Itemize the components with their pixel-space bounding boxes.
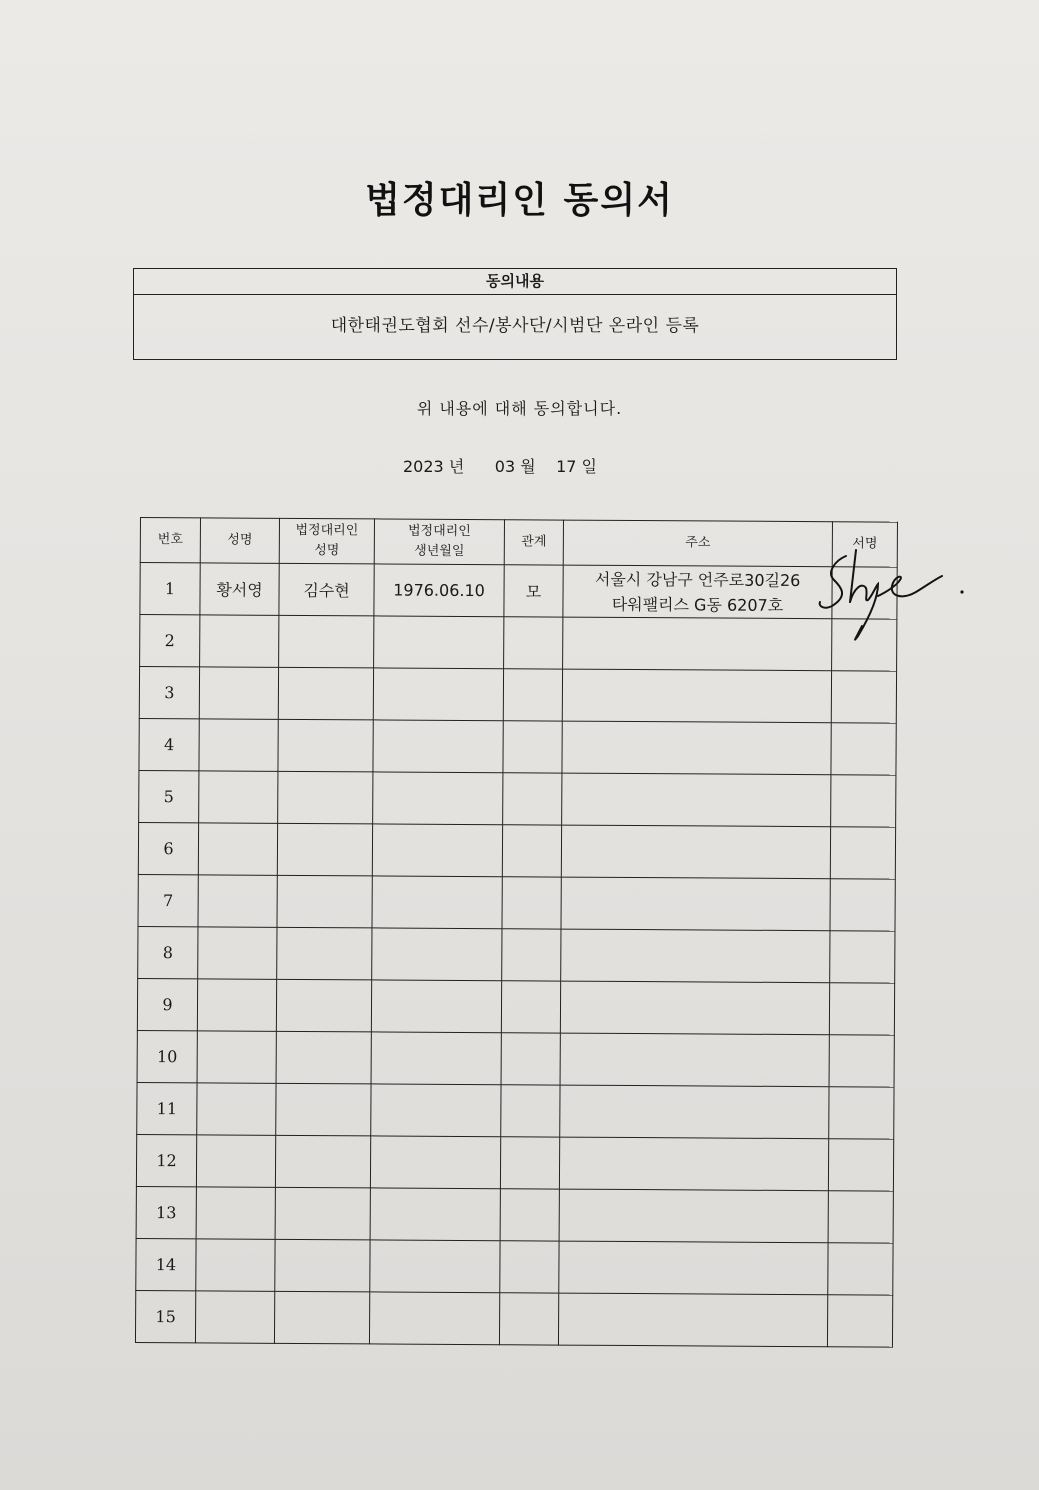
- cell-name: [199, 667, 278, 719]
- date-day: 17: [556, 457, 577, 476]
- cell-name: [199, 719, 278, 771]
- table-row: [137, 1030, 894, 1087]
- cell-guardian-birth: [371, 1084, 501, 1137]
- consent-header: 동의내용: [134, 269, 896, 295]
- cell-name: [198, 875, 277, 927]
- cell-signature: [830, 879, 895, 931]
- cell-relation: 모: [504, 565, 563, 617]
- header-guardian-name: [279, 518, 374, 564]
- table-row: [136, 1238, 893, 1295]
- table-row: [135, 1290, 892, 1347]
- cell-address: [562, 669, 831, 723]
- cell-address: [559, 1189, 828, 1243]
- cell-signature: [829, 1087, 894, 1139]
- cell-signature: [828, 1139, 893, 1191]
- cell-signature: [830, 931, 895, 983]
- cell-guardian-name: [275, 1135, 370, 1188]
- header-signature: 서명: [832, 522, 897, 567]
- cell-no: 10: [137, 1030, 197, 1082]
- cell-guardian-birth: [372, 824, 502, 877]
- table-row: [138, 822, 895, 879]
- cell-relation: [501, 1085, 560, 1137]
- cell-no: 12: [136, 1134, 196, 1186]
- date-month: 03: [494, 457, 516, 476]
- header-no: 번호: [140, 518, 200, 563]
- cell-guardian-name: [279, 615, 374, 668]
- header-guardian-name-line2: 성명: [314, 543, 340, 559]
- cell-guardian-birth: [374, 616, 504, 669]
- cell-name: [197, 1031, 276, 1083]
- cell-no: 3: [139, 667, 199, 719]
- cell-guardian-birth: [373, 720, 503, 773]
- cell-guardian-birth: [370, 1136, 500, 1189]
- cell-address: [562, 721, 831, 775]
- cell-address: [559, 1241, 828, 1295]
- cell-guardian-name: [277, 927, 372, 980]
- cell-no: 14: [136, 1238, 196, 1290]
- consent-content: 대한태권도협회 선수/봉사단/시범단 온라인 등록: [330, 316, 700, 336]
- cell-no: 5: [139, 770, 199, 822]
- cell-no: 8: [138, 926, 198, 978]
- cell-relation: [503, 773, 562, 825]
- cell-name: [195, 1291, 274, 1343]
- cell-relation: [499, 1293, 558, 1345]
- cell-guardian-name: [277, 823, 372, 876]
- cell-guardian-birth: [372, 876, 502, 929]
- document-title: 법정대리인 동의서: [365, 180, 674, 221]
- cell-relation: [502, 877, 561, 929]
- cell-name: [200, 615, 279, 667]
- cell-address: [559, 1137, 828, 1191]
- cell-guardian-name: [275, 1187, 370, 1240]
- cell-guardian-name: [276, 1031, 371, 1084]
- cell-signature: [831, 775, 896, 827]
- cell-address: [558, 1293, 827, 1347]
- header-guardian-name-line1: 법정대리인: [295, 522, 359, 539]
- table-row: [138, 926, 895, 983]
- cell-no: 15: [135, 1290, 195, 1342]
- cell-no: 9: [137, 978, 197, 1030]
- header-guardian-birth-line1: 법정대리인: [407, 523, 471, 540]
- cell-guardian-birth: [372, 928, 502, 981]
- cell-relation: [504, 617, 563, 669]
- cell-relation: [501, 1033, 560, 1085]
- cell-name: [196, 1135, 275, 1187]
- cell-relation: [500, 1241, 559, 1293]
- cell-name: 황서영: [200, 563, 279, 615]
- cell-address: [563, 617, 832, 671]
- cell-name: [197, 1083, 276, 1135]
- cell-address: [560, 1033, 829, 1087]
- cell-name: [199, 771, 278, 823]
- cell-no: 7: [138, 874, 198, 926]
- cell-relation: [500, 1137, 559, 1189]
- cell-guardian-name: [275, 1239, 370, 1292]
- table-header-row: [140, 518, 897, 568]
- cell-no: 1: [140, 563, 200, 615]
- cell-guardian-birth: [371, 1032, 501, 1085]
- cell-guardian-name: [278, 667, 373, 720]
- cell-relation: [502, 929, 561, 981]
- table-row: [136, 1134, 893, 1191]
- cell-name: [197, 979, 276, 1031]
- date-year: 2023: [403, 457, 444, 476]
- cell-guardian-name: [274, 1291, 369, 1344]
- cell-guardian-birth: 1976.06.10: [374, 564, 504, 617]
- cell-signature: [831, 671, 896, 723]
- cell-name: [198, 823, 277, 875]
- cell-guardian-name: [278, 719, 373, 772]
- header-name: 성명: [200, 518, 279, 563]
- table-row: [138, 874, 895, 931]
- cell-relation: [502, 825, 561, 877]
- address-line1: 서울시 강남구 언주로30길26: [594, 569, 801, 590]
- agreement-statement: 위 내용에 대해 동의합니다.: [416, 399, 623, 418]
- cell-address: [560, 1085, 829, 1139]
- cell-no: 11: [137, 1082, 197, 1134]
- cell-signature: [829, 1035, 894, 1087]
- cell-name: [196, 1187, 275, 1239]
- cell-guardian-birth: [373, 668, 503, 721]
- consent-box: [133, 268, 897, 360]
- cell-signature: [828, 1191, 893, 1243]
- header-guardian-birth: [374, 519, 504, 565]
- cell-guardian-birth: [369, 1292, 499, 1345]
- table-row: [139, 718, 896, 775]
- cell-name: [198, 927, 277, 979]
- cell-no: 4: [139, 718, 199, 770]
- table-row: [137, 978, 894, 1035]
- table-row: [137, 1082, 894, 1139]
- cell-address: [561, 825, 830, 879]
- cell-guardian-birth: [370, 1240, 500, 1293]
- cell-address: [561, 877, 830, 931]
- cell-address: [560, 981, 829, 1035]
- cell-no: 2: [140, 615, 200, 667]
- date-day-unit: 일: [581, 457, 597, 476]
- cell-relation: [503, 669, 562, 721]
- guardian-table: [135, 517, 898, 1348]
- cell-signature: [827, 1295, 892, 1347]
- cell-address: [561, 929, 830, 983]
- header-address: 주소: [563, 520, 832, 567]
- cell-guardian-birth: [371, 980, 501, 1033]
- cell-no: 13: [136, 1186, 196, 1238]
- cell-guardian-name: 김수현: [279, 563, 374, 616]
- cell-no: 6: [138, 822, 198, 874]
- table-row: [140, 563, 897, 620]
- cell-guardian-name: [276, 979, 371, 1032]
- cell-signature: [831, 723, 896, 775]
- cell-signature: [829, 983, 894, 1035]
- header-relation: 관계: [504, 520, 563, 565]
- header-guardian-birth-line2: 생년월일: [414, 543, 465, 559]
- handwritten-signature: [812, 546, 972, 646]
- date-line: [403, 454, 597, 477]
- date-year-unit: 년: [448, 457, 465, 476]
- cell-signature: [830, 827, 895, 879]
- cell-relation: [500, 1189, 559, 1241]
- cell-guardian-name: [278, 771, 373, 824]
- cell-signature: [828, 1243, 893, 1295]
- cell-guardian-name: [276, 1083, 371, 1136]
- cell-relation: [503, 721, 562, 773]
- table-row: [136, 1186, 893, 1243]
- cell-guardian-birth: [373, 772, 503, 825]
- cell-address: [562, 773, 831, 827]
- address-line2: 타워팰리스 G동 6207호: [611, 594, 784, 615]
- table-row: [140, 615, 897, 672]
- cell-address: [563, 565, 832, 619]
- table-row: [139, 770, 896, 827]
- cell-guardian-name: [277, 875, 372, 928]
- date-month-unit: 월: [520, 457, 536, 476]
- cell-guardian-birth: [370, 1188, 500, 1241]
- cell-name: [196, 1239, 275, 1291]
- table-row: [139, 667, 896, 724]
- cell-relation: [501, 981, 560, 1033]
